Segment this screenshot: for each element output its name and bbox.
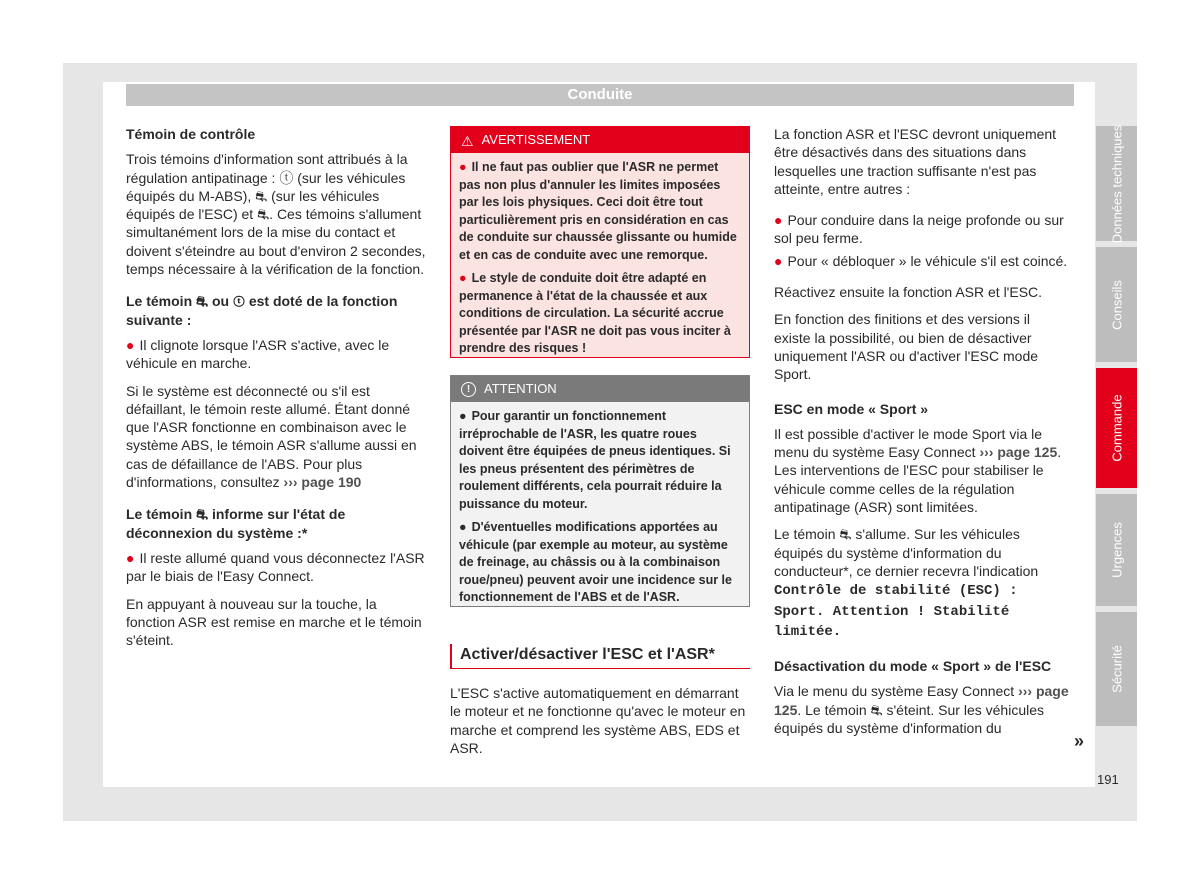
tab-conseils[interactable] <box>1096 247 1137 362</box>
list-item <box>774 252 1070 270</box>
tab-commande[interactable] <box>1096 368 1137 488</box>
bullet-icon: ● <box>774 212 783 229</box>
paragraph: La fonction ASR et l'ESC devront uniquement être désactivés dans des situations dans lesquelles une traction suffisante n'est pas atteinte, entre autres : <box>774 126 1057 197</box>
paragraph-text: Il est possible d'activer le mode Sport via le menu du système Easy Connect <box>774 425 1043 461</box>
attention-header <box>451 376 749 402</box>
paragraph-text: . Les interventions de l'ESC pour stabiliser le véhicule comme celles de la régulation antipatinage (ASR) sont limitées. <box>774 444 1062 516</box>
tab-label: Données techniques <box>1109 124 1124 243</box>
attention-title: ATTENTION <box>484 381 557 396</box>
paragraph: Trois témoins d'information sont attribués à la régulation antipatinage : ⓣ (sur les véhicules équipés du M-ABS), ⛐ (sur les véhicules équipés de l'ESC) et ⛐. Ces témoins s'allument simultanément lors de la mise du contact et doivent s'éteindre au bout d'environ 2 secondes, temps nécessaire à la vérification de la fonction. <box>126 151 426 278</box>
warning-header <box>451 127 749 153</box>
warning-box <box>450 126 750 358</box>
exclamation-circle-icon: ! <box>461 382 476 397</box>
bullet-icon: ● <box>459 271 467 285</box>
paragraph <box>126 382 426 492</box>
attention-body <box>451 402 749 607</box>
list-item <box>459 408 741 513</box>
section-body <box>450 684 750 757</box>
bullet-icon: ● <box>126 336 135 353</box>
heading: Le témoin ⛐ ou ⓣ est doté de la fonction suivante : <box>126 293 398 328</box>
paragraph: Réactivez ensuite la fonction ASR et l'ESC. <box>774 284 1043 301</box>
list-item-text: Pour « débloquer » le véhicule s'il est coincé. <box>787 252 1068 269</box>
paragraph: En fonction des finitions et des versions il existe la possibilité, ou bien de désactiver uniquement l'ASR ou d'activer l'ESC mode Sport. <box>774 311 1039 383</box>
tab-label: Conseils <box>1109 279 1124 330</box>
list-item-text: Pour garantir un fonctionnement irréprochable de l'ASR, les quatre roues doivent être équipées de pneus identiques. Si les pneus présentent des périmètres de roulement différents, cela pourrait réduire la puissance du moteur. <box>459 409 731 511</box>
bullet-icon: ● <box>459 160 467 174</box>
page-number: 191 <box>1097 772 1119 787</box>
heading-temoin-controle: Témoin de contrôle <box>126 126 256 142</box>
tab-label: Commande <box>1109 394 1124 462</box>
continue-mark: » <box>1074 731 1085 751</box>
heading-esc-sport: ESC en mode « Sport » <box>774 400 929 417</box>
column-right <box>774 125 1070 746</box>
paragraph-text: Si le système est déconnecté ou s'il est défaillant, le témoin reste allumé. Étant donné que l'ASR fonctionne en combinaison avec le système ABS, le témoin ASR s'allume aussi en cas de défaillance de l'ABS. Pour plus d'informations, consultez <box>126 382 417 491</box>
paragraph-text: . Le témoin ⛐ s'éteint. Sur les véhicules équipés du système d'information du <box>774 701 1045 737</box>
list-item-text: Il reste allumé quand vous déconnectez l'ASR par le biais de l'Easy Connect. <box>126 549 425 585</box>
list-item-text: Il clignote lorsque l'ASR s'active, avec le véhicule en marche. <box>126 336 390 372</box>
list-item <box>126 549 426 586</box>
list-item-text: Le style de conduite doit être adapté en permanence à l'état de la chaussée et aux conditions de circulation. La sécurité accrue présentée par l'ASR ne doit pas vous inciter à prendre des risques ! <box>459 271 731 355</box>
warning-triangle-icon: ⚠ <box>461 132 474 149</box>
list-item-text: Pour conduire dans la neige profonde ou sur sol peu ferme. <box>774 212 1064 247</box>
paragraph <box>774 682 1070 737</box>
page-link[interactable]: ››› page 125 <box>979 444 1058 461</box>
list-item <box>126 336 426 373</box>
attention-box <box>450 375 750 607</box>
tab-label: Urgences <box>1109 522 1124 578</box>
tab-urgences[interactable] <box>1096 494 1137 606</box>
list-item <box>459 159 741 264</box>
paragraph-text: Via le menu du système Easy Connect <box>774 683 1015 700</box>
paragraph: En appuyant à nouveau sur la touche, la fonction ASR est remise en marche et le témoin s'éteint. <box>126 595 422 649</box>
paragraph: L'ESC s'active automatiquement en démarrant le moteur et ne fonctionne qu'avec le moteur en marche et comprend les système ABS, EDS et ASR. <box>450 685 746 756</box>
list-item <box>459 519 741 607</box>
warning-title: AVERTISSEMENT <box>481 132 591 147</box>
page-link[interactable]: ››› page 190 <box>283 474 362 491</box>
display-message: Contrôle de stabilité (ESC) : Sport. Attention ! Stabilité limitée. <box>774 583 1018 640</box>
column-left <box>126 125 426 658</box>
warning-body <box>451 153 749 358</box>
heading-desactivation-sport: Désactivation du mode « Sport » de l'ESC <box>774 658 1052 675</box>
list-item <box>459 270 741 358</box>
chapter-header: Conduite <box>126 84 1074 106</box>
tab-donnees-techniques[interactable] <box>1096 126 1137 241</box>
heading: Le témoin ⛐ informe sur l'état de déconnexion du système :* <box>126 506 346 541</box>
bullet-icon: ● <box>774 252 783 269</box>
paragraph <box>774 525 1070 641</box>
tab-label: Sécurité <box>1109 645 1124 693</box>
bullet-icon: ● <box>459 409 467 423</box>
paragraph <box>774 425 1070 516</box>
tab-securite[interactable] <box>1096 612 1137 726</box>
bullet-icon: ● <box>126 549 135 566</box>
list-item <box>774 211 1070 248</box>
page-link[interactable]: ››› page 125 <box>774 683 1069 718</box>
paragraph-text: Le témoin ⛐ s'allume. Sur les véhicules équipés du système d'information du conducteur*, ce dernier recevra l'indication <box>774 526 1039 579</box>
list-item-text: Il ne faut pas oublier que l'ASR ne permet pas non plus d'annuler les limites imposées par les lois physiques. Ceci doit être tout particulièrement pris en considération en cas de conduite sur chaussée glissante ou humide et en cas de conduite avec une remorque. <box>459 160 737 262</box>
section-title: Activer/désactiver l'ESC et l'ASR* <box>450 644 750 669</box>
list-item-text: D'éventuelles modifications apportées au véhicule (par exemple au moteur, au système de freinage, au châssis ou à la combinaison roue/pneu) peuvent avoir une incidence sur le fonctionnement de l'ABS et de l'ASR. <box>459 520 732 604</box>
bullet-icon: ● <box>459 520 467 534</box>
